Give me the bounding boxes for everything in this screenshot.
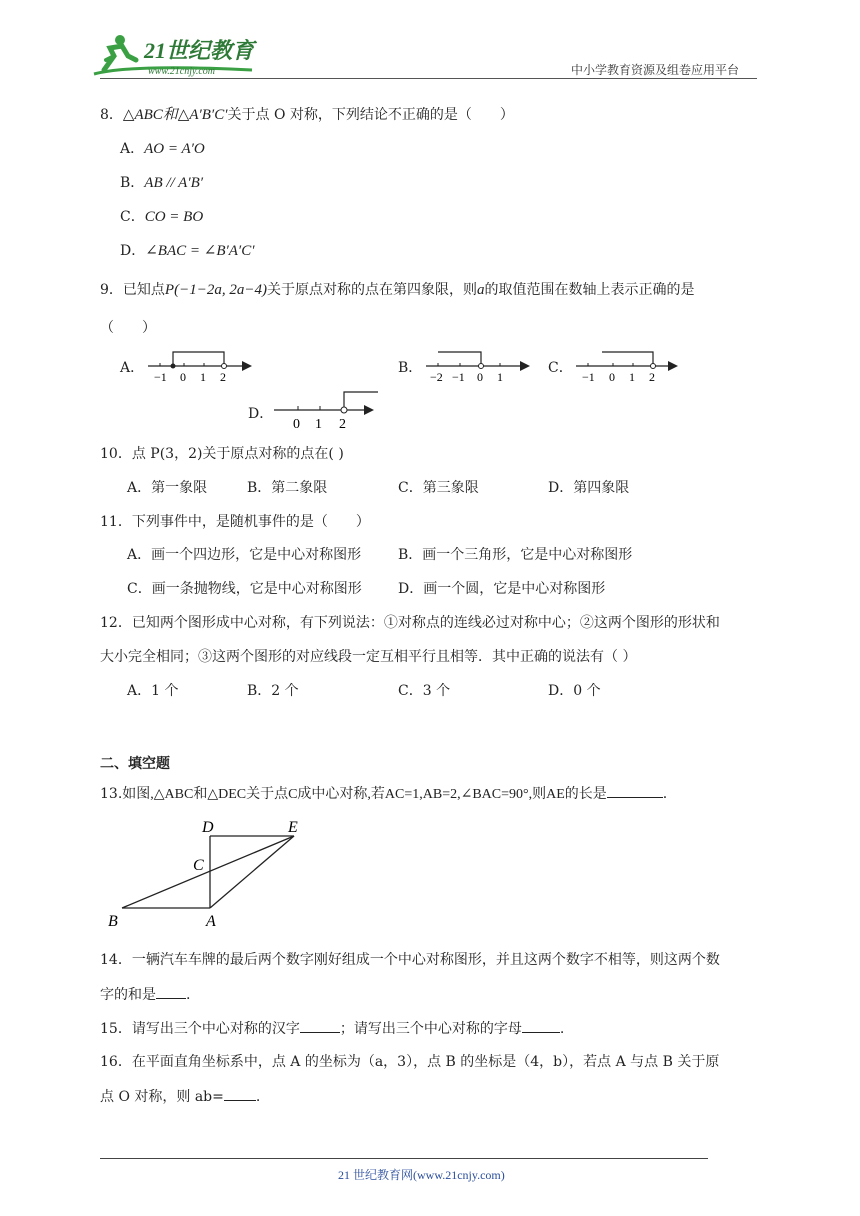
- question-10: [100, 444, 344, 464]
- q11-option-a: [127, 545, 361, 565]
- point-label: C: [193, 857, 204, 874]
- tick-label: −1: [582, 370, 595, 384]
- header-logo: [92, 30, 262, 80]
- question-stem: 点 O 对称，则 ab=: [100, 1089, 224, 1105]
- q10-option-b: [247, 478, 327, 498]
- q9-option-d-letter: D．: [248, 406, 274, 422]
- tick-label: 1: [200, 370, 206, 384]
- q10-option-a: [127, 478, 207, 498]
- number-line-d: [270, 386, 385, 432]
- option-text: 3 个: [422, 683, 451, 699]
- question-math: P(−1−2a, 2a−4): [164, 282, 267, 298]
- question-14: [100, 950, 720, 970]
- point-label: D: [202, 819, 214, 836]
- tick-label: 0: [293, 417, 300, 432]
- option-text: 1 个: [151, 683, 179, 699]
- option-letter: B．: [398, 547, 423, 563]
- question-stem: 关于原点对称的点在第四象限，则: [266, 282, 477, 298]
- option-letter: D．: [548, 683, 574, 699]
- logo-url: www.21cnjy.com: [148, 66, 216, 77]
- tick-label: 0: [609, 370, 615, 384]
- option-text: 2 个: [271, 683, 299, 699]
- q12-option-b: [247, 681, 299, 701]
- question-number: 14．: [100, 952, 132, 968]
- q8-option-c: [120, 207, 203, 227]
- q12-option-c: [398, 681, 450, 701]
- option-text: 0 个: [573, 683, 601, 699]
- question-11: [100, 512, 370, 532]
- question-16-line2: [100, 1086, 260, 1107]
- logo-text: 21世纪教育: [144, 38, 255, 63]
- runner-logo-icon: [92, 30, 262, 80]
- q9-option-b-letter: B．: [398, 360, 423, 376]
- question-number: 11．: [100, 514, 132, 530]
- question-stem: 请写出三个中心对称的汉字: [131, 1021, 300, 1037]
- question-number: 8．: [100, 107, 123, 123]
- question-14-line2: [100, 984, 190, 1005]
- number-line-b: [420, 344, 535, 384]
- number-line-a: [140, 344, 255, 384]
- question-number: 12．: [100, 615, 132, 631]
- question-9-paren: （ ）: [100, 320, 156, 336]
- tick-label: −1: [452, 370, 465, 384]
- option-letter: A．: [120, 141, 145, 157]
- answer-blank[interactable]: [156, 984, 186, 999]
- option-letter: D．: [398, 581, 424, 597]
- question-stem: 如图,△ABC和△DEC关于点C成中心对称,若AC=1,AB=2,∠BAC=90°,则AE的长是: [122, 787, 607, 802]
- triangle-figure: [100, 812, 320, 932]
- option-text: 画一个四边形，它是中心对称图形: [151, 547, 362, 563]
- option-text: 画一个圆，它是中心对称图形: [423, 581, 606, 597]
- q8-option-d: [120, 241, 255, 261]
- option-text: AO = A′O: [144, 141, 205, 157]
- question-number: 10．: [100, 446, 132, 462]
- option-letter: C．: [398, 683, 423, 699]
- option-letter: A．: [127, 683, 152, 699]
- q10-option-d: [548, 478, 629, 498]
- option-text: 第二象限: [271, 480, 328, 496]
- option-text: 画一条抛物线，它是中心对称图形: [151, 581, 362, 597]
- answer-blank[interactable]: [522, 1018, 560, 1033]
- tick-label: 1: [629, 370, 635, 384]
- question-9: [100, 280, 694, 300]
- question-end: .: [255, 1089, 261, 1105]
- option-letter: A．: [127, 480, 152, 496]
- question-number: 13.: [100, 786, 123, 802]
- question-number: 15．: [100, 1021, 132, 1037]
- footer-text[interactable]: 21 世纪教育网(www.21cnjy.com): [338, 1168, 505, 1182]
- option-letter: C．: [127, 581, 152, 597]
- q8-option-b: [120, 173, 203, 193]
- tick-label: −2: [430, 370, 443, 384]
- question-number: 9．: [100, 282, 123, 298]
- question-stem: 在平面直角坐标系中，点 A 的坐标为（a，3），点 B 的坐标是（4，b），若点 A 与点 B 关于原: [131, 1054, 720, 1070]
- question-end: .: [662, 786, 668, 802]
- question-15: [100, 1018, 564, 1039]
- question-stem: 已知两个图形成中心对称，有下列说法：①对称点的连线必过对称中心；②这两个图形的形状和: [131, 615, 720, 631]
- q12-option-a: [127, 681, 178, 701]
- tick-label: 1: [497, 370, 503, 384]
- question-end: .: [559, 1021, 565, 1037]
- question-math: △ABC和△A′B′C′: [122, 107, 228, 123]
- answer-blank[interactable]: [224, 1086, 256, 1101]
- q11-option-d: [398, 579, 605, 599]
- header-right-text: 中小学教育资源及组卷应用平台: [571, 63, 740, 77]
- option-letter: C．: [120, 209, 145, 225]
- question-stem: 下列事件中，是随机事件的是（ ）: [131, 514, 370, 530]
- question-stem: 的取值范围在数轴上表示正确的是: [484, 282, 695, 298]
- tick-label: 1: [315, 417, 322, 432]
- option-letter: A．: [127, 547, 152, 563]
- tick-label: 2: [339, 417, 346, 432]
- question-stem: 字的和是: [100, 987, 156, 1003]
- q11-option-c: [127, 579, 362, 599]
- option-letter: D．: [120, 243, 146, 259]
- question-8: [100, 105, 514, 125]
- option-text: 第一象限: [151, 480, 208, 496]
- question-16: [100, 1052, 719, 1072]
- question-12: [100, 613, 720, 633]
- option-text: ∠BAC = ∠B′A′C′: [145, 243, 255, 259]
- option-text: AB // A′B′: [144, 175, 204, 191]
- point-label: B: [108, 913, 118, 930]
- option-letter: B．: [120, 175, 145, 191]
- header-rule: [100, 78, 757, 79]
- question-13: [100, 783, 667, 805]
- tick-label: 2: [649, 370, 655, 384]
- footer-rule: [100, 1158, 708, 1159]
- q9-option-a-letter: A．: [120, 360, 145, 376]
- question-stem: 一辆汽车车牌的最后两个数字刚好组成一个中心对称图形，并且这两个数字不相等，则这两个数: [131, 952, 720, 968]
- question-stem: ；请写出三个中心对称的字母: [339, 1021, 522, 1037]
- q10-option-c: [398, 478, 479, 498]
- q11-option-b: [398, 545, 632, 565]
- question-number: 16．: [100, 1054, 132, 1070]
- answer-blank[interactable]: [300, 1018, 340, 1033]
- option-letter: D．: [548, 480, 574, 496]
- q8-option-a: [120, 139, 205, 159]
- tick-label: 2: [220, 370, 226, 384]
- option-letter: C．: [398, 480, 423, 496]
- tick-label: 0: [180, 370, 186, 384]
- option-text: CO = BO: [144, 209, 204, 225]
- option-text: 第三象限: [422, 480, 479, 496]
- tick-label: 0: [477, 370, 483, 384]
- q9-option-c-letter: C．: [548, 360, 573, 376]
- tick-label: −1: [154, 370, 167, 384]
- option-text: 第四象限: [573, 480, 630, 496]
- option-letter: B．: [247, 683, 272, 699]
- question-12-line2: 大小完全相同；③这两个图形的对应线段一定互相平行且相等．其中正确的说法有（ ）: [100, 649, 637, 665]
- point-label: E: [288, 819, 298, 836]
- q12-option-d: [548, 681, 601, 701]
- option-text: 画一个三角形，它是中心对称图形: [422, 547, 633, 563]
- option-letter: B．: [247, 480, 272, 496]
- answer-blank[interactable]: [607, 783, 663, 798]
- question-end: .: [186, 987, 191, 1003]
- question-math: a: [476, 282, 485, 298]
- question-stem: 已知点: [122, 282, 165, 298]
- point-label: A: [206, 913, 216, 930]
- question-stem: 点 P(3，2)关于原点对称的点在( ): [131, 446, 344, 462]
- number-line-c: [570, 344, 685, 384]
- question-stem: 关于点 O 对称，下列结论不正确的是（ ）: [227, 107, 514, 123]
- section-title: 二、填空题: [100, 756, 170, 772]
